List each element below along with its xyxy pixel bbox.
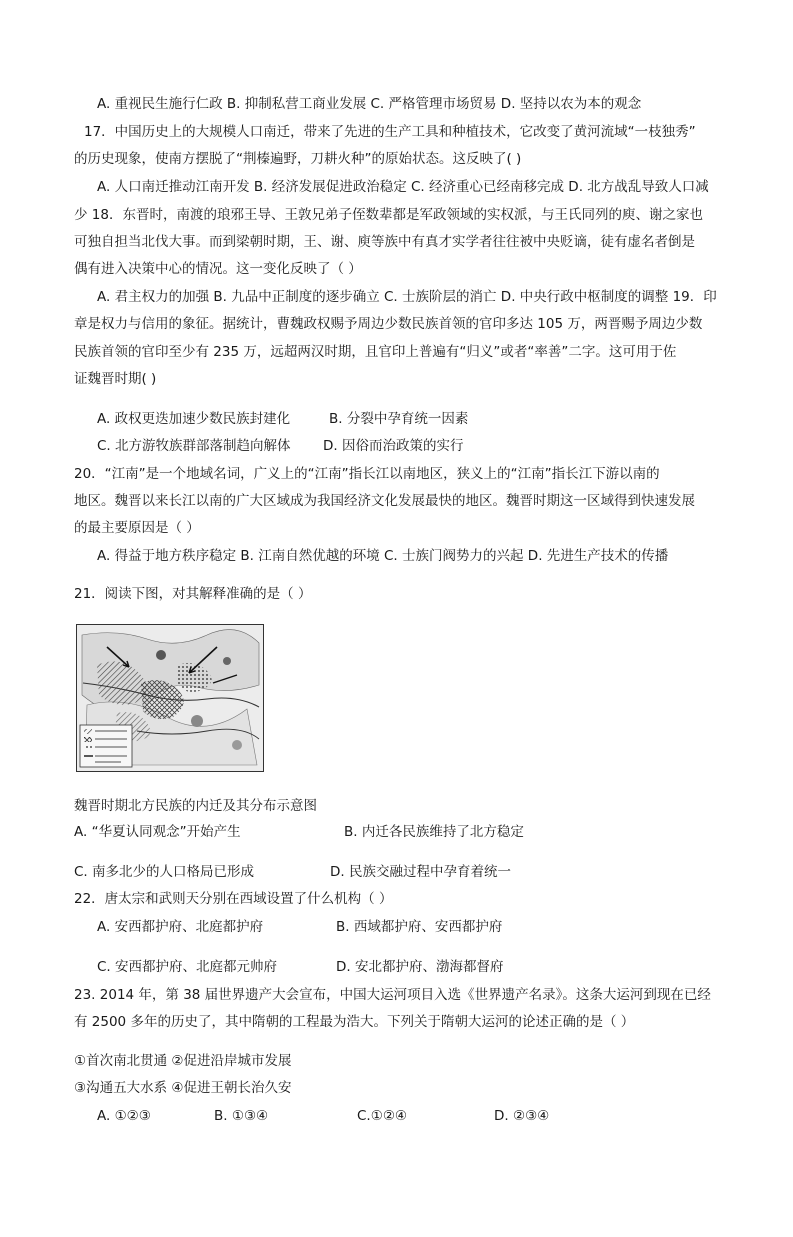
q22-option-d: D. 安北都护府、渤海都督府 xyxy=(336,959,504,975)
q19-option-a: A. 政权更迭加速少数民族封建化 xyxy=(97,411,291,427)
q21-stem: 21．阅读下图，对其解释准确的是（ ） xyxy=(74,586,312,602)
q23-statements-1: ①首次南北贯通 ②促进沿岸城市发展 xyxy=(74,1053,292,1069)
q21-map-caption: 魏晋时期北方民族的内迁及其分布示意图 xyxy=(74,798,317,814)
q19-option-d: D. 因俗而治政策的实行 xyxy=(323,438,464,454)
q20-options: A. 得益于地方秩序稳定 B. 江南自然优越的环境 C. 士族门阀势力的兴起 D. 先进生产技术的传播 xyxy=(97,548,669,564)
q22-option-b: B. 西域都护府、安西都护府 xyxy=(336,919,503,935)
q19-stem-line-3: 证魏晋时期( ) xyxy=(74,371,157,387)
q23-stem-line-1: 23. 2014 年，第 38 届世界遗产大会宣布，中国大运河项目入选《世界遗产名录》。这条大运河到现在已经 xyxy=(74,987,711,1003)
q20-stem-line-2: 地区。魏晋以来长江以南的广大区域成为我国经济文化发展最快的地区。魏晋时期这一区域得到快速发展 xyxy=(74,493,695,509)
q19-option-c: C. 北方游牧族群部落制趋向解体 xyxy=(97,438,291,454)
q16-options: A. 重视民生施行仁政 B. 抑制私营工商业发展 C. 严格管理市场贸易 D. 坚持以农为本的观念 xyxy=(97,96,642,112)
q22-option-c: C. 安西都护府、北庭都元帅府 xyxy=(97,959,278,975)
q23-statements-2: ③沟通五大水系 ④促进王朝长治久安 xyxy=(74,1080,292,1096)
q18-stem-line-2: 可独自担当北伐大事。而到梁朝时期，王、谢、庾等族中有真才实学者往往被中央贬谪，徒有虚名者倒是 xyxy=(74,234,695,250)
q21-option-a: A. “华夏认同观念”开始产生 xyxy=(74,824,241,840)
q23-option-d: D. ②③④ xyxy=(494,1108,550,1124)
q18-stem-line-1: 少 18．东晋时，南渡的琅邪王导、王敦兄弟子侄数辈都是军政领域的实权派，与王氏同列的庾、谢之家也 xyxy=(74,207,703,223)
q21-option-d: D. 民族交融过程中孕育着统一 xyxy=(330,864,511,880)
q20-stem-line-1: 20．“江南”是一个地域名词，广义上的“江南”指长江以南地区，狭义上的“江南”指长江下游以南的 xyxy=(74,466,660,482)
q21-option-c: C. 南多北少的人口格局已形成 xyxy=(74,864,255,880)
q17-stem-line-1: 17．中国历史上的大规模人口南迁，带来了先进的生产工具和种植技术，它改变了黄河流域“一枝独秀” xyxy=(84,124,696,140)
q19-option-b: B. 分裂中孕育统一因素 xyxy=(329,411,469,427)
q19-stem-line-1: 章是权力与信用的象征。据统计，曹魏政权赐予周边少数民族首领的官印多达 105 万，两晋赐予周边少数 xyxy=(74,316,703,332)
migration-map-image xyxy=(77,625,263,771)
q22-option-a: A. 安西都护府、北庭都护府 xyxy=(97,919,264,935)
migration-map-figure xyxy=(76,624,264,772)
q23-stem-line-2: 有 2500 多年的历史了，其中隋朝的工程最为浩大。下列关于隋朝大运河的论述正确的是（ ） xyxy=(74,1014,635,1030)
q21-option-b: B. 内迁各民族维持了北方稳定 xyxy=(344,824,524,840)
q23-option-b: B. ①③④ xyxy=(214,1108,269,1124)
q18-stem-line-3: 偶有进入决策中心的情况。这一变化反映了（ ） xyxy=(74,261,362,277)
q20-stem-line-3: 的最主要原因是（ ） xyxy=(74,520,200,536)
q23-option-c: C.①②④ xyxy=(357,1108,408,1124)
q17-stem-line-2: 的历史现象，使南方摆脱了“荆榛遍野，刀耕火种”的原始状态。这反映了( ) xyxy=(74,151,522,167)
q22-stem: 22．唐太宗和武则天分别在西域设置了什么机构（ ） xyxy=(74,891,393,907)
q23-option-a: A. ①②③ xyxy=(97,1108,151,1124)
q17-options: A. 人口南迁推动江南开发 B. 经济发展促进政治稳定 C. 经济重心已经南移完成 D. 北方战乱导致人口减 xyxy=(97,179,709,195)
q18-options: A. 君主权力的加强 B. 九品中正制度的逐步确立 C. 士族阶层的消亡 D. 中央行政中枢制度的调整 19．印 xyxy=(97,289,717,305)
q19-stem-line-2: 民族首领的官印至少有 235 万，远超两汉时期，且官印上普遍有“归义”或者“率善”二字。这可用于佐 xyxy=(74,344,677,360)
